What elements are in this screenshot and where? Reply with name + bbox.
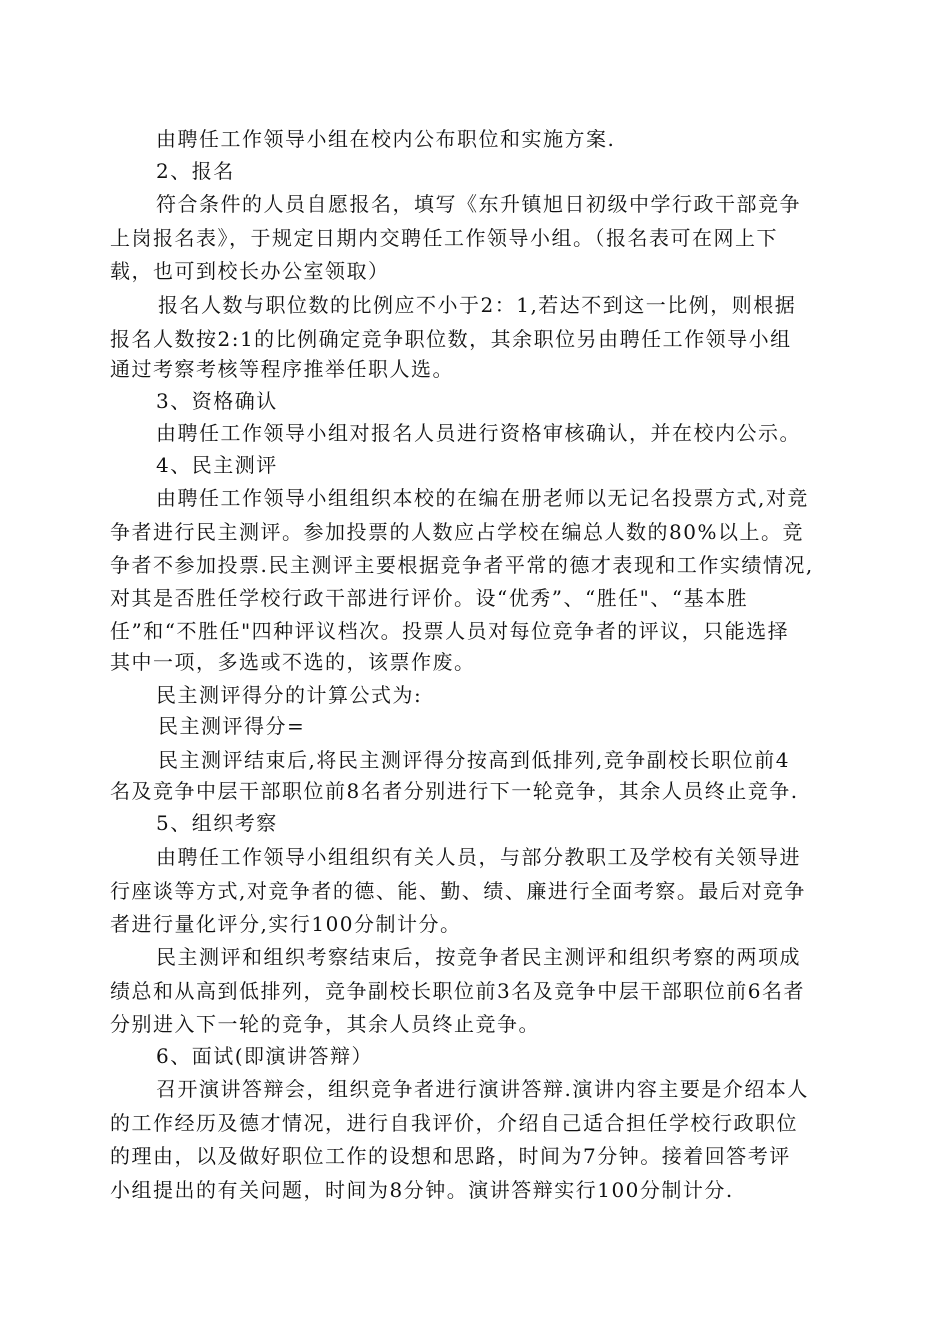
text-line: 报名人数按2:1的比例确定竞争职位数，其余职位另由聘任工作领导小组	[110, 327, 792, 351]
section-heading-interview: 6、面试(即演讲答辩）	[156, 1044, 374, 1068]
text-line: 民主测评得分的计算公式为:	[156, 683, 423, 707]
section-heading-inspection: 5、组织考察	[156, 811, 278, 835]
text-line: 行座谈等方式,对竞争者的德、能、勤、绩、廉进行全面考察。最后对竞争	[110, 879, 806, 903]
text-line: 民主测评和组织考察结束后，按竞争者民主测评和组织考察的两项成	[156, 945, 801, 969]
text-line: 的理由，以及做好职位工作的设想和思路，时间为7分钟。接着回答考评	[110, 1144, 791, 1168]
text-line: 载，也可到校长办公室领取）	[110, 259, 390, 283]
section-heading-registration: 2、报名	[156, 159, 235, 183]
text-line: 上岗报名表》，于规定日期内交聘任工作领导小组。（报名表可在网上下	[110, 226, 778, 250]
text-line: 由聘任工作领导小组组织本校的在编在册老师以无记名投票方式,对竞	[156, 486, 809, 510]
section-heading-qualification: 3、资格确认	[156, 389, 278, 413]
text-line: 任”和“不胜任"四种评议档次。投票人员对每位竞争者的评议，只能选择	[110, 619, 790, 643]
text-line: 报名人数与职位数的比例应不小于2：1,若达不到这一比例，则根据	[158, 293, 797, 317]
text-line: 由聘任工作领导小组对报名人员进行资格审核确认，并在校内公示。	[156, 421, 801, 445]
text-line: 对其是否胜任学校行政干部进行评价。设“优秀”、“胜任"、“基本胜	[110, 586, 749, 610]
text-line: 民主测评结束后,将民主测评得分按高到低排列,竞争副校长职位前4	[158, 748, 790, 772]
section-heading-evaluation: 4、民主测评	[156, 453, 278, 477]
text-line: 争者不参加投票.民主测评主要根据竞争者平常的德才表现和工作实绩情况,	[110, 553, 814, 577]
text-line: 绩总和从高到低排列，竞争副校长职位前3名及竞争中层干部职位前6名者	[110, 979, 805, 1003]
text-line: 争者进行民主测评。参加投票的人数应占学校在编总人数的80%以上。竞	[110, 520, 804, 544]
text-line: 者进行量化评分,实行100分制计分。	[110, 912, 462, 936]
text-line: 名及竞争中层干部职位前8名者分别进行下一轮竞争，其余人员终止竞争.	[110, 779, 799, 803]
text-line: 召开演讲答辩会，组织竞争者进行演讲答辩.演讲内容主要是介绍本人	[156, 1077, 809, 1101]
text-line: 由聘任工作领导小组在校内公布职位和实施方案.	[156, 127, 616, 151]
text-line: 分别进入下一轮的竞争，其余人员终止竞争。	[110, 1012, 540, 1036]
text-line: 的工作经历及德才情况，进行自我评价，介绍自己适合担任学校行政职位	[110, 1111, 798, 1135]
text-line: 符合条件的人员自愿报名，填写《东升镇旭日初级中学行政干部竞争	[156, 192, 801, 216]
text-line: 小组提出的有关问题，时间为8分钟。演讲答辩实行100分制计分.	[110, 1178, 734, 1202]
text-line: 其中一项，多选或不选的，该票作废。	[110, 650, 476, 674]
formula-line: 民主测评得分=	[158, 714, 306, 738]
text-line: 通过考察考核等程序推举任职人选。	[110, 357, 454, 381]
text-line: 由聘任工作领导小组组织有关人员，与部分教职工及学校有关领导进	[156, 845, 801, 869]
